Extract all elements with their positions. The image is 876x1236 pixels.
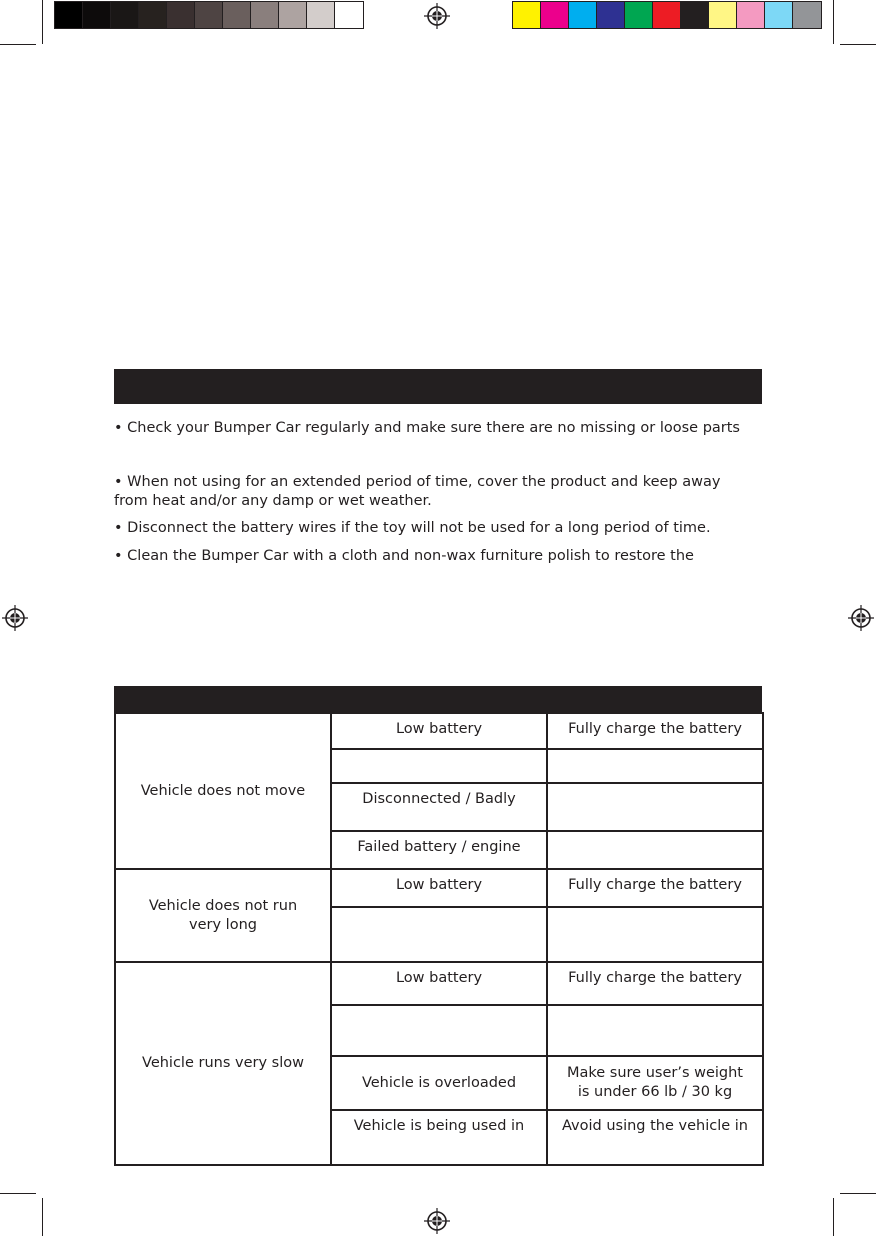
color-swatch <box>55 2 83 28</box>
color-swatch <box>737 2 765 28</box>
color-swatch <box>793 2 821 28</box>
solution-cell: Fully charge the battery <box>547 713 763 749</box>
cause-cell: Vehicle is being used in <box>331 1110 547 1165</box>
care-paragraph-4: • Clean the Bumper Car with a cloth and non-wax furniture polish to restore the <box>114 548 694 564</box>
care-section-header-bar <box>114 369 762 404</box>
solution-cell <box>547 783 763 831</box>
solution-cell: Fully charge the battery <box>547 962 763 1005</box>
care-paragraph-1: • Check your Bumper Car regularly and make sure there are no missing or loose parts <box>114 420 740 436</box>
color-swatch <box>625 2 653 28</box>
cause-cell <box>331 749 547 783</box>
cause-cell: Low battery <box>331 962 547 1005</box>
solution-cell: Fully charge the battery <box>547 869 763 907</box>
table-row <box>115 962 763 1005</box>
crop-mark-bottom-right-h <box>840 1193 876 1194</box>
solution-cell: Make sure user’s weight is under 66 lb / 30 kg <box>547 1056 763 1110</box>
grayscale-color-bar <box>54 1 364 29</box>
crop-mark-bottom-left-h <box>0 1193 36 1194</box>
problem-cell: Vehicle does not run very long <box>115 869 331 962</box>
color-swatch <box>167 2 195 28</box>
color-swatch <box>569 2 597 28</box>
color-swatch <box>681 2 709 28</box>
cause-cell: Low battery <box>331 713 547 749</box>
problem-cell: Vehicle does not move <box>115 713 331 869</box>
solution-cell <box>547 831 763 869</box>
table-row <box>115 869 763 907</box>
care-paragraph-3: • Disconnect the battery wires if the toy will not be used for a long period of time. <box>114 520 711 536</box>
registration-mark-icon <box>2 605 28 631</box>
process-color-bar <box>512 1 822 29</box>
color-swatch <box>307 2 335 28</box>
color-swatch <box>223 2 251 28</box>
color-swatch <box>279 2 307 28</box>
color-swatch <box>111 2 139 28</box>
registration-mark-icon <box>848 605 874 631</box>
troubleshooting-table <box>114 712 764 1166</box>
registration-mark-icon <box>424 3 450 29</box>
crop-mark-top-left-v <box>42 0 43 44</box>
cause-cell: Failed battery / engine <box>331 831 547 869</box>
crop-mark-bottom-left-v <box>42 1198 43 1236</box>
solution-cell <box>547 907 763 962</box>
color-swatch <box>597 2 625 28</box>
solution-cell <box>547 749 763 783</box>
table-row <box>115 713 763 749</box>
cause-cell: Vehicle is overloaded <box>331 1056 547 1110</box>
cause-cell <box>331 907 547 962</box>
solution-cell: Avoid using the vehicle in <box>547 1110 763 1165</box>
cause-cell: Disconnected / Badly <box>331 783 547 831</box>
color-swatch <box>335 2 363 28</box>
color-swatch <box>83 2 111 28</box>
crop-mark-top-right-h <box>840 44 876 45</box>
troubleshooting-header-bar <box>114 686 762 713</box>
cause-cell: Low battery <box>331 869 547 907</box>
color-swatch <box>139 2 167 28</box>
color-swatch <box>709 2 737 28</box>
care-paragraph-2: • When not using for an extended period of time, cover the product and keep away from heat and/or any damp or wet weather. <box>114 474 721 509</box>
registration-mark-icon <box>424 1208 450 1234</box>
color-swatch <box>765 2 793 28</box>
solution-cell <box>547 1005 763 1056</box>
color-swatch <box>251 2 279 28</box>
color-swatch <box>195 2 223 28</box>
problem-cell: Vehicle runs very slow <box>115 962 331 1165</box>
crop-mark-bottom-right-v <box>833 1198 834 1236</box>
color-swatch <box>653 2 681 28</box>
crop-mark-top-left-h <box>0 44 36 45</box>
cause-cell <box>331 1005 547 1056</box>
color-swatch <box>541 2 569 28</box>
crop-mark-top-right-v <box>833 0 834 44</box>
color-swatch <box>513 2 541 28</box>
